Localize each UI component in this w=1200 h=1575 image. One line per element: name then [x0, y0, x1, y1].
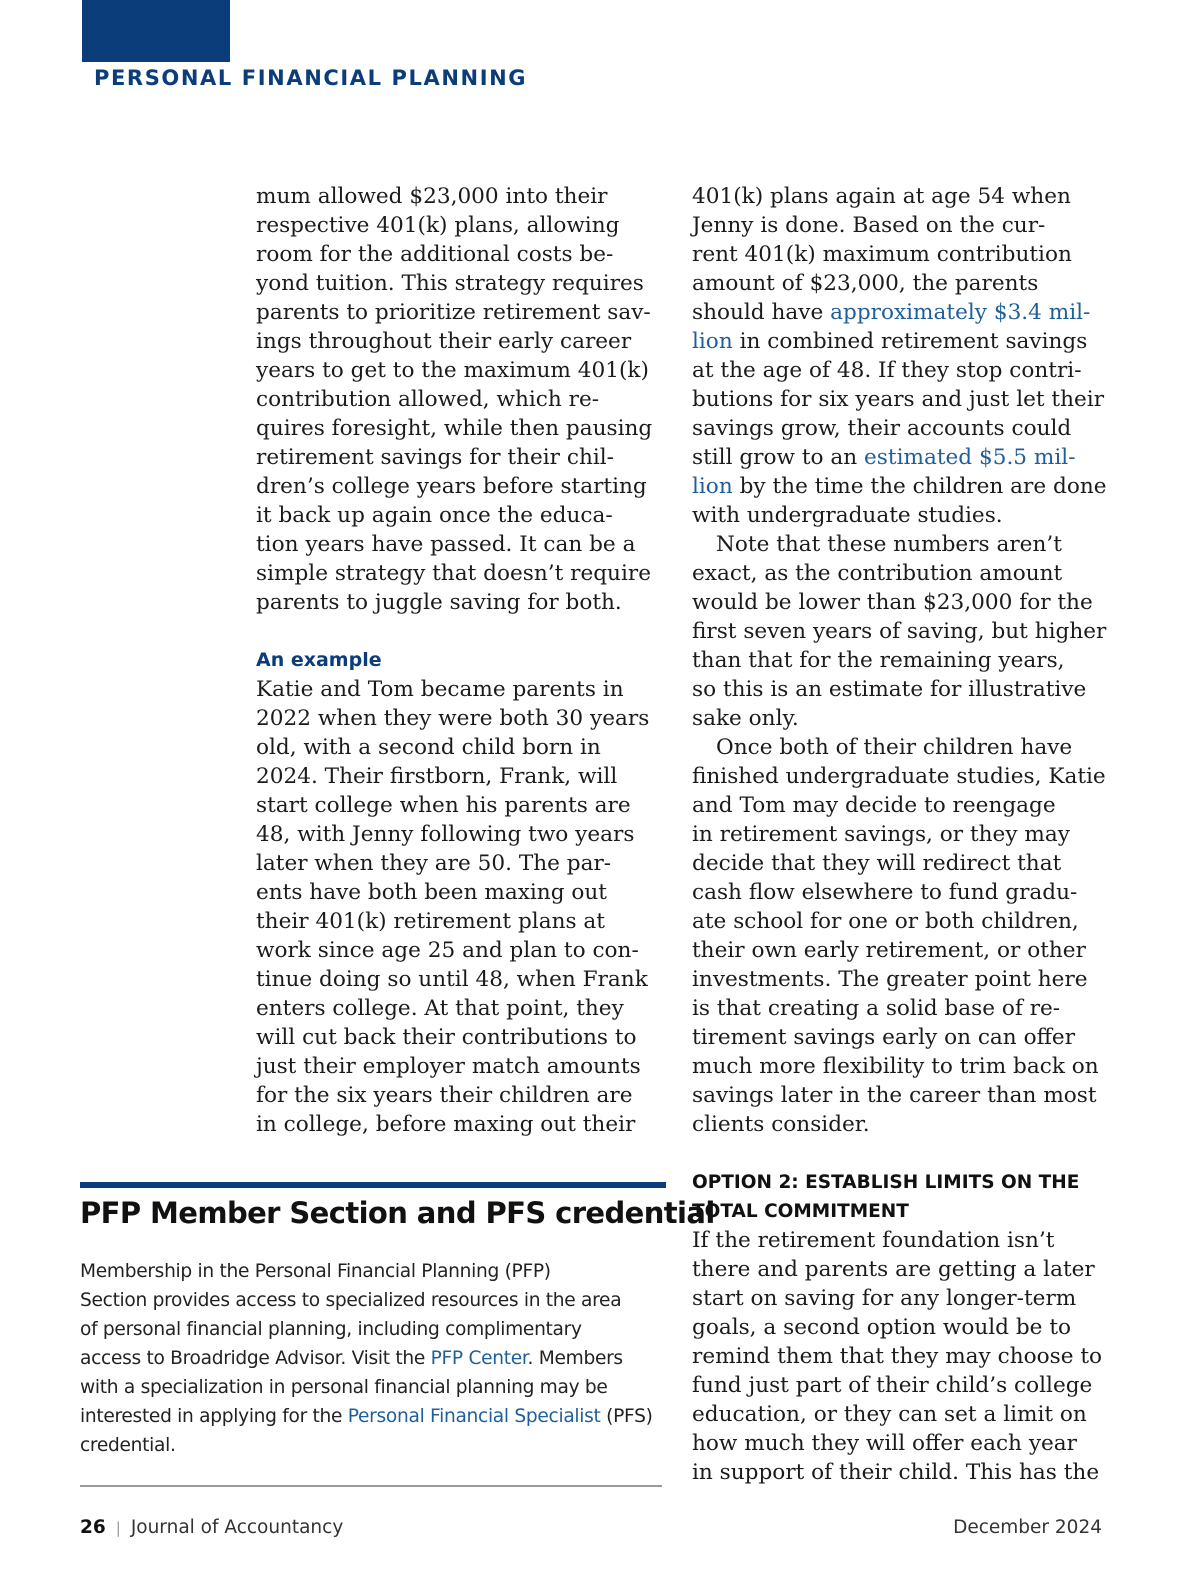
- text-line: mum allowed $23,000 into their: [256, 184, 608, 209]
- link-approximately-3-4-million-cont[interactable]: lion: [692, 329, 733, 354]
- text-line: investments. The greater point here: [692, 967, 1088, 992]
- text-segment: should have: [692, 300, 831, 325]
- text-line: for the six years their children are: [256, 1083, 633, 1108]
- text-line: clients consider.: [692, 1112, 870, 1137]
- text-line: their 401(k) retirement plans at: [256, 909, 605, 934]
- text-line: ate school for one or both children,: [692, 909, 1079, 934]
- text-line: sake only.: [692, 706, 799, 731]
- text-line: rent 401(k) maximum contribution: [692, 242, 1072, 267]
- text-line: [692, 298, 1112, 327]
- text-line: exact, as the contribution amount: [692, 561, 1063, 586]
- text-line: tirement savings early on can offer: [692, 1025, 1076, 1050]
- text-line: [80, 1402, 680, 1431]
- link-personal-financial-specialist[interactable]: Personal Financial Specialist: [347, 1406, 601, 1427]
- text-line: in support of their child. This has the: [692, 1460, 1100, 1485]
- text-line: education, or they can set a limit on: [692, 1402, 1087, 1427]
- text-line: tinue doing so until 48, when Frank: [256, 967, 648, 992]
- text-line: Membership in the Personal Financial Planning (PFP): [80, 1261, 551, 1282]
- right-column: [692, 182, 1112, 1487]
- text-line: in retirement savings, or they may: [692, 822, 1070, 847]
- text-line: is that creating a solid base of re-: [692, 996, 1061, 1021]
- text-line: ents have both been maxing out: [256, 880, 607, 905]
- left-paragraph-2: [256, 675, 656, 1139]
- text-line: savings grow, their accounts could: [692, 416, 1072, 441]
- text-line: 2022 when they were both 30 years: [256, 706, 650, 731]
- spacer: [692, 1139, 1112, 1168]
- link-estimated-5-5-million-cont[interactable]: lion: [692, 474, 733, 499]
- left-paragraph-1: [256, 182, 656, 617]
- sidebar-top-rule: [80, 1182, 666, 1188]
- text-segment: in combined retirement savings: [732, 329, 1088, 354]
- link-estimated-5-5-million[interactable]: estimated $5.5 mil-: [864, 445, 1076, 470]
- text-line: quires foresight, while then pausing: [256, 416, 653, 441]
- text-line: [692, 327, 1112, 356]
- text-line: there and parents are getting a later: [692, 1257, 1095, 1282]
- text-line: credential.: [80, 1435, 176, 1456]
- text-line: with undergraduate studies.: [692, 503, 1003, 528]
- text-line: would be lower than $23,000 for the: [692, 590, 1093, 615]
- left-column: [256, 182, 656, 1139]
- text-line: [80, 1344, 680, 1373]
- text-line: remind them that they may choose to: [692, 1344, 1103, 1369]
- text-line: Once both of their children have: [716, 735, 1073, 760]
- text-segment: access to Broadridge Advisor. Visit the: [80, 1348, 431, 1369]
- text-line: 2024. Their firstborn, Frank, will: [256, 764, 618, 789]
- text-line: parents to prioritize retirement sav-: [256, 300, 651, 325]
- text-line: respective 401(k) plans, allowing: [256, 213, 620, 238]
- text-line: dren’s college years before starting: [256, 474, 647, 499]
- text-line: yond tuition. This strategy requires: [256, 271, 644, 296]
- text-line: will cut back their contributions to: [256, 1025, 637, 1050]
- text-line: so this is an estimate for illustrative: [692, 677, 1087, 702]
- subhead-option-2: OPTION 2: ESTABLISH LIMITS ON THE: [692, 1172, 1080, 1193]
- text-line: Jenny is done. Based on the cur-: [692, 213, 1046, 238]
- text-segment: by the time the children are done: [732, 474, 1107, 499]
- page-number: 26: [80, 1517, 106, 1538]
- text-line: with a specialization in personal financial planning may be: [80, 1377, 608, 1398]
- text-line: [692, 443, 1112, 472]
- subhead-an-example: An example: [256, 649, 382, 671]
- text-line: decide that they will redirect that: [692, 851, 1062, 876]
- text-line: of personal financial planning, including complimentary: [80, 1319, 582, 1340]
- text-line: Section provides access to specialized resources in the area: [80, 1290, 622, 1311]
- text-line: ings throughout their early career: [256, 329, 632, 354]
- text-line: start on saving for any longer-term: [692, 1286, 1077, 1311]
- text-line: at the age of 48. If they stop contri-: [692, 358, 1082, 383]
- text-line: just their employer match amounts: [256, 1054, 641, 1079]
- link-pfp-center[interactable]: PFP Center: [430, 1348, 528, 1369]
- text-line: than that for the remaining years,: [692, 648, 1065, 673]
- text-line: start college when his parents are: [256, 793, 631, 818]
- right-paragraph-4: [692, 1226, 1112, 1487]
- sidebar-bottom-rule: [80, 1485, 662, 1487]
- text-line: contribution allowed, which re-: [256, 387, 600, 412]
- link-approximately-3-4-million[interactable]: approximately $3.4 mil-: [830, 300, 1091, 325]
- text-line: savings later in the career than most: [692, 1083, 1097, 1108]
- text-line: and Tom may decide to reengage: [692, 793, 1056, 818]
- text-line: room for the additional costs be-: [256, 242, 614, 267]
- text-line: Note that these numbers aren’t: [716, 532, 1062, 557]
- text-line: 48, with Jenny following two years: [256, 822, 635, 847]
- text-line: work since age 25 and plan to con-: [256, 938, 639, 963]
- text-line: in college, before maxing out their: [256, 1112, 636, 1137]
- header-color-tab: [82, 0, 230, 62]
- text-segment: still grow to an: [692, 445, 865, 470]
- text-segment: interested in applying for the: [80, 1406, 348, 1427]
- right-paragraph-2: [692, 530, 1112, 733]
- footer-left: [80, 1517, 343, 1538]
- text-line: simple strategy that doesn’t require: [256, 561, 651, 586]
- text-line: how much they will offer each year: [692, 1431, 1077, 1456]
- text-line: fund just part of their child’s college: [692, 1373, 1093, 1398]
- text-line: Katie and Tom became parents in: [256, 677, 624, 702]
- text-line: much more flexibility to trim back on: [692, 1054, 1099, 1079]
- text-line: enters college. At that point, they: [256, 996, 624, 1021]
- text-line: If the retirement foundation isn’t: [692, 1228, 1055, 1253]
- text-line: years to get to the maximum 401(k): [256, 358, 649, 383]
- sidebar-title: PFP Member Section and PFS credential: [80, 1196, 715, 1230]
- text-line: amount of $23,000, the parents: [692, 271, 1039, 296]
- text-line: it back up again once the educa-: [256, 503, 613, 528]
- right-paragraph-1: [692, 182, 1112, 530]
- text-line: goals, a second option would be to: [692, 1315, 1072, 1340]
- section-label: PERSONAL FINANCIAL PLANNING: [94, 66, 528, 90]
- text-line: later when they are 50. The par-: [256, 851, 612, 876]
- text-line: cash flow elsewhere to fund gradu-: [692, 880, 1078, 905]
- text-line: finished undergraduate studies, Katie: [692, 764, 1106, 789]
- text-line: 401(k) plans again at age 54 when: [692, 184, 1071, 209]
- subhead-option-2-cont: TOTAL COMMITMENT: [692, 1201, 909, 1222]
- text-line: first seven years of saving, but higher: [692, 619, 1107, 644]
- text-segment: . Members: [527, 1348, 623, 1369]
- text-segment: (PFS): [600, 1406, 653, 1427]
- text-line: retirement savings for their chil-: [256, 445, 614, 470]
- text-line: their own early retirement, or other: [692, 938, 1086, 963]
- text-line: [692, 472, 1112, 501]
- text-line: tion years have passed. It can be a: [256, 532, 636, 557]
- footer-separator: |: [115, 1519, 121, 1537]
- text-line: parents to juggle saving for both.: [256, 590, 622, 615]
- sidebar-body: [80, 1257, 680, 1460]
- issue-date: December 2024: [953, 1517, 1102, 1538]
- text-line: butions for six years and just let their: [692, 387, 1105, 412]
- journal-name: Journal of Accountancy: [130, 1517, 344, 1538]
- right-paragraph-3: [692, 733, 1112, 1139]
- text-line: old, with a second child born in: [256, 735, 601, 760]
